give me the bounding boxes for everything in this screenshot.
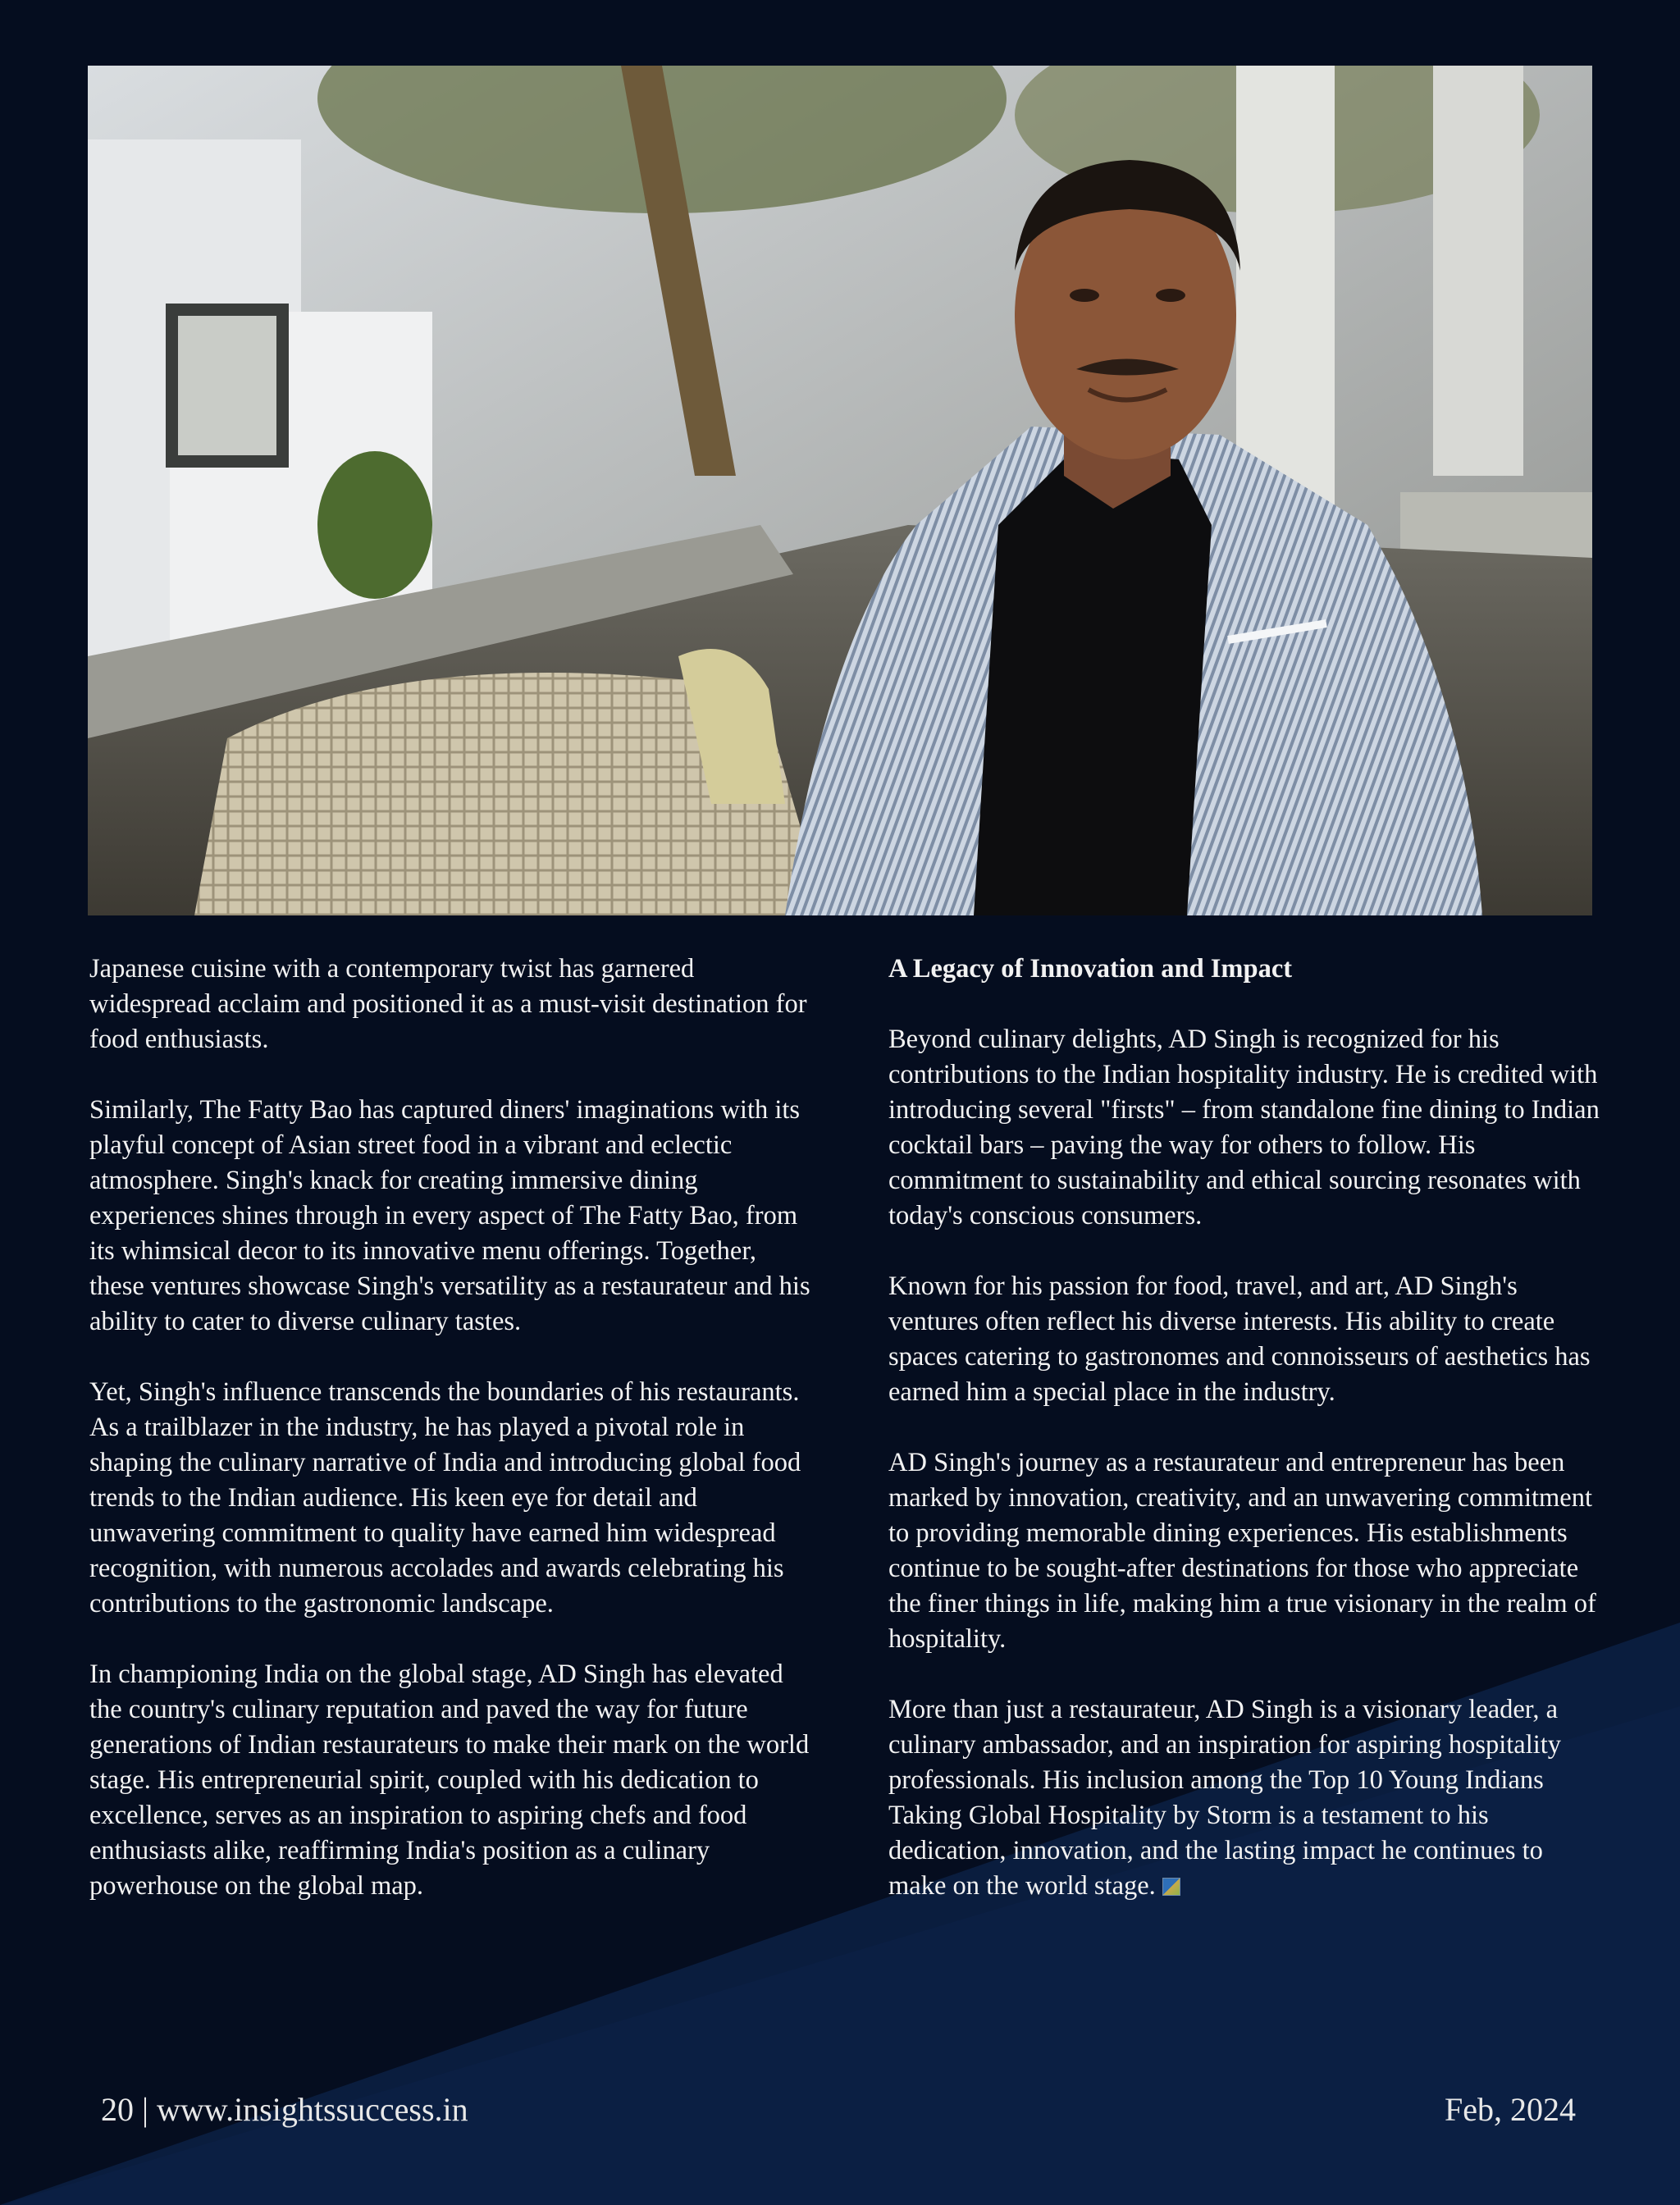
article-right-column	[888, 952, 1602, 1939]
footer-issue-date: Feb, 2024	[1445, 2091, 1576, 2128]
article-paragraph: Yet, Singh's influence transcends the boundaries of his restaurants. As a trailblazer in the industry, he has played a pivotal role in shaping the culinary narrative of India and introducing global food trends to the Indian audience. His keen eye for detail and unwavering commitment to quality have earned him widespread recognition, with numerous accolades and awards celebrating his contributions to the gastronomic landscape.	[89, 1377, 801, 1618]
article-paragraph: AD Singh's journey as a restaurateur and entrepreneur has been marked by innovation, creativity, and an unwavering commitment to providing memorable dining experiences. His establishments continue to be sought-after destinations for those who appreciate the finer things in life, making him a true visionary in the realm of hospitality.	[888, 1448, 1596, 1654]
article-paragraph: Japanese cuisine with a contemporary twist has garnered widespread acclaim and positioned it as a must-visit destination for food enthusiasts.	[89, 954, 807, 1054]
article-paragraph: Similarly, The Fatty Bao has captured diners' imaginations with its playful concept of Asian street food in a vibrant and eclectic atmosphere. Singh's knack for creating immersive dining experiences shines through in every aspect of The Fatty Bao, from its whimsical decor to its innovative menu offerings. Together, these ventures showcase Singh's versatility as a restaurateur and his ability to cater to diverse culinary tastes.	[89, 1095, 810, 1336]
section-heading: A Legacy of Innovation and Impact	[888, 954, 1293, 984]
article-paragraph-text: More than just a restaurateur, AD Singh is a visionary leader, a culinary ambassador, and an inspiration for aspiring hospitality professionals. His inclusion among the Top 10 Young Indians Taking Global Hospitality by Storm is a testament to his dedication, innovation, and the lasting impact he continues to make on the world stage.	[888, 1695, 1562, 1901]
article-paragraph-final	[888, 1692, 1602, 1904]
footer-page-info: 20 | www.insightssuccess.in	[101, 2091, 468, 2128]
article-paragraph: In championing India on the global stage, AD Singh has elevated the country's culinary reputation and paved the way for future generations of Indian restaurateurs to make their mark on the world stage. His entrepreneurial spirit, coupled with his dedication to excellence, serves as an inspiration to aspiring chefs and food enthusiasts alike, reaffirming India's position as a culinary powerhouse on the global map.	[89, 1659, 810, 1901]
hero-photo	[88, 66, 1592, 915]
article-left-column	[89, 952, 811, 1939]
end-of-article-icon	[1162, 1878, 1180, 1896]
portrait-photo-icon	[88, 66, 1592, 915]
article-paragraph: Known for his passion for food, travel, and art, AD Singh's ventures often reflect his diverse interests. His ability to create spaces catering to gastronomes and connoisseurs of aesthetics has earned him a special place in the industry.	[888, 1271, 1591, 1407]
article-paragraph: Beyond culinary delights, AD Singh is recognized for his contributions to the Indian hospitality industry. He is credited with introducing several "firsts" – from standalone fine dining to Indian cocktail bars – paving the way for others to follow. His commitment to sustainability and ethical sourcing resonates with today's conscious consumers.	[888, 1025, 1600, 1230]
